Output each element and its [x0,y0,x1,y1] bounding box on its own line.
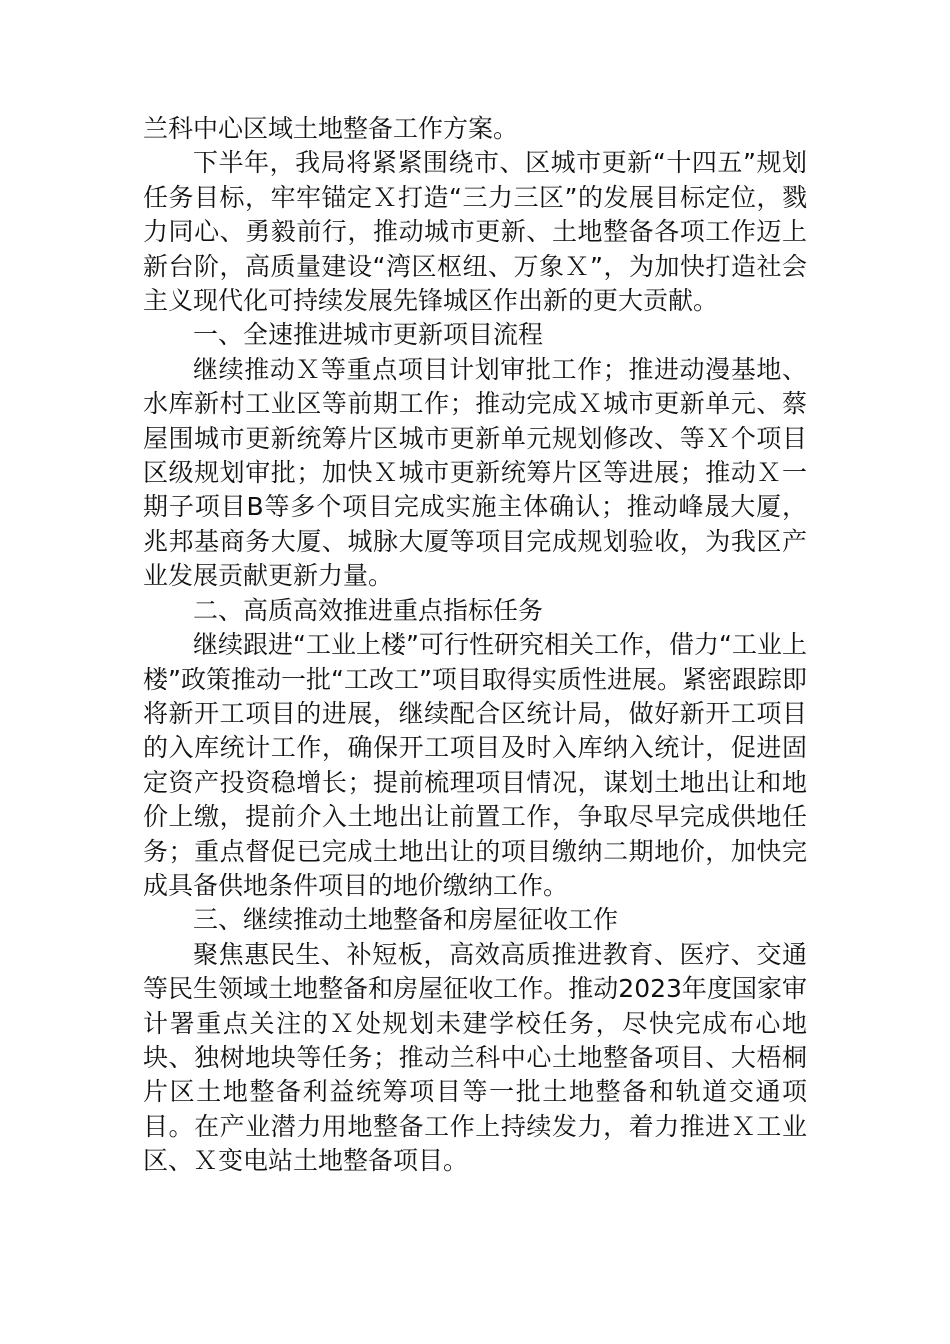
paragraph-intro: 下半年，我局将紧紧围绕市、区城市更新“十四五”规划任务目标，牢牢锚定Ｘ打造“三力三区”的发展目标定位，戮力同心、勇毅前行，推动城市更新、土地整备各项工作迈上新台阶，高质量建设“湾区枢纽、万象Ｘ”，为加快打造社会主义现代化可持续发展先锋城区作出新的更大贡献。 [143,148,807,316]
section-heading-1: 一、全速推进城市更新项目流程 [193,320,544,350]
paragraph-section-1: 继续推动Ｘ等重点项目计划审批工作；推进动漫基地、水库新村工业区等前期工作；推动完成Ｘ城市更新单元、蔡屋围城市更新统筹片区城市更新单元规划修改、等Ｘ个项目区级规划审批；加快Ｘ城市更新统筹片区等进展；推动Ｘ一期子项目B等多个项目完成实施主体确认；推动峰晟大厦，兆邦基商务大厦、城脉大厦等项目完成规划验收，为我区产业发展贡献更新力量。 [143,354,807,591]
section-heading-2: 二、高质高效推进重点指标任务 [193,595,544,625]
document-body [143,112,807,1179]
paragraph-continuation: 兰科中心区域土地整备工作方案。 [143,114,519,143]
section-heading-3: 三、继续推动土地整备和房屋征收工作 [193,905,619,935]
paragraph-section-2: 继续跟进“工业上楼”可行性研究相关工作，借力“工业上楼”政策推动一批“工改工”项目取得实质性进展。紧密跟踪即将新开工项目的进展，继续配合区统计局，做好新开工项目的入库统计工作，确保开工项目及时入库纳入统计，促进固定资产投资稳增长；提前梳理项目情况，谋划土地出让和地价上缴，提前介入土地出让前置工作，争取尽早完成供地任务；重点督促已完成土地出让的项目缴纳二期地价，加快完成具备供地条件项目的地价缴纳工作。 [143,630,807,900]
paragraph-section-3: 聚焦惠民生、补短板，高效高质推进教育、医疗、交通等民生领域土地整备和房屋征收工作。推动2023年度国家审计署重点关注的Ｘ处规划未建学校任务，尽快完成布心地块、独树地块等任务；推动兰科中心土地整备项目、大梧桐片区土地整备利益统筹项目等一批土地整备和轨道交通项目。在产业潜力用地整备工作上持续发力，着力推进Ｘ工业区、Ｘ变电站土地整备项目。 [143,939,807,1176]
